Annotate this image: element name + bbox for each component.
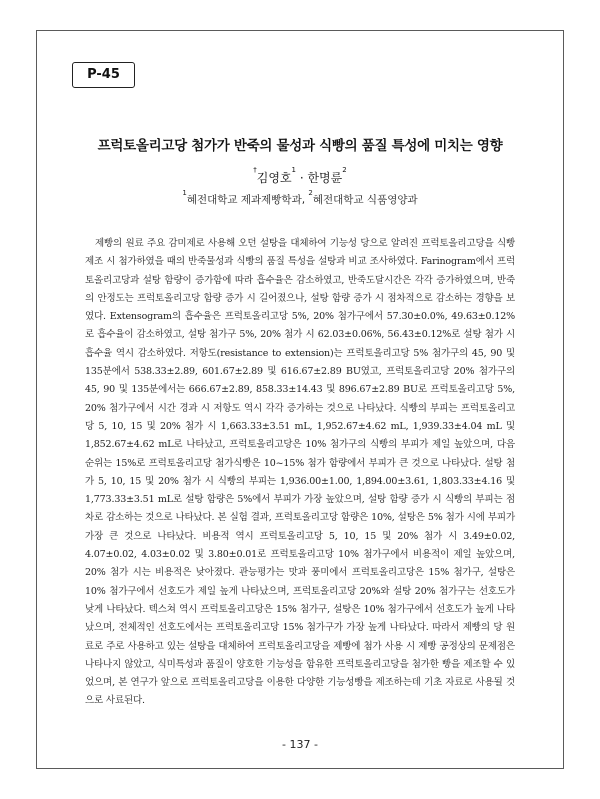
author-separator: · (296, 171, 308, 185)
abstract-body: 제빵의 원료 주요 감미제로 사용해 오던 설탕을 대체하여 기능성 당으로 알려진 프럭토올리고당을 식빵 제조 시 첨가하였을 때의 반죽물성과 식빵의 품질 특성을 설탕과 비교 조사하였다. Farinogram에서 프럭토올리고당과 설탕 함량이 증가함에 따라 흡수율은 감소하였고, 반죽도달시간은 각각 증가하였으며, 반죽의 안정도는 프럭토올리고당 함량 증가 시 길어졌으나, 설탕 함량 증가 시 점차적으로 감소하는 경향을 보였다. Extensogram의 흡수율은 프럭토올리고당 5%, 20% 첨가구에서 57.30±0.0%, 49.63±0.12%로 흡수율이 감소하였고, 설탕 첨가구 5%, 20% 첨가 시 62.03±0.06%, 56.43±0.12%로 설탕 첨가 시 흡수율 역시 감소하였다. 저항도(resistance to extension)는 프럭토올리고당 5% 첨가구의 45, 90 및 135분에서 538.33±2.89, 601.67±2.89 및 616.67±2.89 BU였고, 프럭토올리고당 20% 첨가구의 45, 90 및 135분에서는 666.67±2.89, 858.33±14.43 및 896.67±2.89 BU로 프럭토올리고당 5%, 20% 첨가구에서 시간 경과 시 저항도 역시 각각 증가하는 것으로 나타났다. 식빵의 부피는 프럭토올리고당 5, 10, 15 및 20% 첨가 시 1,663.33±3.51 mL, 1,952.67±4.62 mL, 1,939.33±4.04 mL 및 1,852.67±4.62 mL로 나타났고, 프럭토올리고당은 10% 첨가구의 식빵의 부피가 제일 높았으며, 다음 순위는 15%로 프럭토올리고당 첨가식빵은 10~15% 첨가 함량에서 부피가 큰 것으로 나타났다. 설탕 첨가 5, 10, 15 및 20% 첨가 시 식빵의 부피는 1,936.00±1.00, 1,894.00±3.61, 1,803.33±4.16 및 1,773.33±3.51 mL로 설탕 함량은 5%에서 부피가 가장 높았으며, 설탕 함량 증가 시 식빵의 부피는 점차로 감소하는 것으로 나타났다. 본 실험 결과, 프럭토올리고당 함량은 10%, 설탕은 5% 첨가 시에 부피가 가장 큰 것으로 나타났다. 비용적 역시 프럭토올리고당 5, 10, 15 및 20% 첨가 시 3.49±0.02, 4.07±0.02, 4.03±0.02 및 3.80±0.01로 프럭토올리고당 10% 첨가구에서 비용적이 제일 높았으며, 20% 첨가 시는 비용적은 낮아졌다. 관능평가는 맛과 풍미에서 프럭토올리고당은 15% 첨가구, 설탕은 10% 첨가구에서 선호도가 제일 높게 나타났으며, 프럭토올리고당 20%와 설탕 20% 첨가구는 선호도가 낮게 나타났다. 텍스쳐 역시 프럭토올리고당은 15% 첨가구, 설탕은 10% 첨가구에서 선호도가 높게 나타났으며, 전체적인 선호도에서는 프럭토올리고당 15% 첨가구가 가장 높게 나타났다. 따라서 제빵의 당 원료로 주로 사용하고 있는 설탕을 대체하여 프럭토올리고당을 제빵에 첨가 사용 시 제빵 공정상의 문제점은 나타나지 않았고, 식미특성과 품질이 양호한 기능성을 함유한 프럭토올리고당을 첨가한 빵을 제조할 수 있었으며, 본 연구가 앞으로 프럭토올리고당을 이용한 다양한 기능성빵을 제조하는데 기초 자료로 사용될 것으로 사료된다. (85, 238, 515, 707)
author-1-affil-mark: 1 (291, 166, 297, 174)
affiliation-1: 혜전대학교 제과제빵학과, (186, 194, 306, 206)
affiliation-1-mark: 1 (182, 189, 187, 197)
affiliation-2-mark: 2 (308, 189, 313, 197)
paper-title: 프럭토올리고당 첨가가 반죽의 물성과 식빵의 품질 특성에 미치는 영향 (97, 138, 503, 154)
author-2-name: 한명륜 (307, 171, 343, 185)
author-2-affil-mark: 2 (342, 166, 347, 174)
author-1-name: 김영호 (256, 171, 292, 185)
corresponding-author-mark: † (253, 166, 257, 174)
author-line (60, 166, 540, 186)
poster-number-badge: P-45 (72, 62, 135, 88)
affiliation-2: 혜전대학교 식품영양과 (312, 194, 418, 206)
affiliation-line (60, 189, 540, 207)
page-number: - 137 - (282, 738, 318, 751)
